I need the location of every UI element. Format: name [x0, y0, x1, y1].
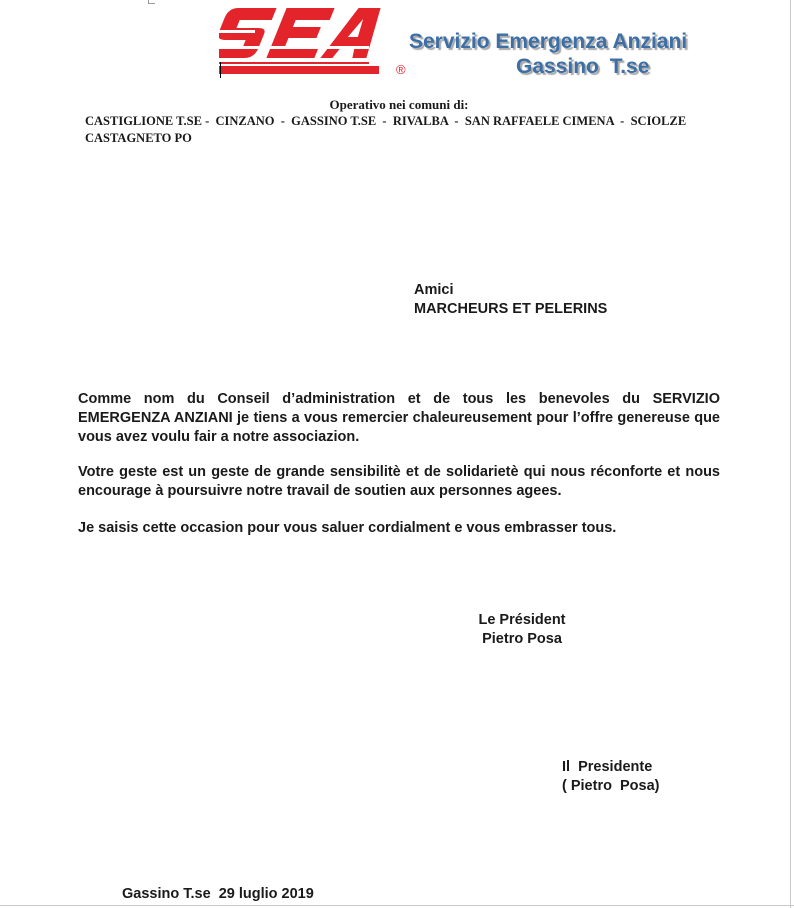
signature-italian-title: Il Presidente: [562, 759, 653, 775]
addressee-block: [414, 281, 607, 319]
signature-french-name: Pietro Posa: [482, 631, 562, 647]
body-paragraph-3: Je saisis cette occasion pour vous saluer cordialment e vous embrasser tous.: [78, 520, 617, 536]
place-date-line: Gassino T.se 29 luglio 2019: [122, 886, 314, 902]
signature-italian: [562, 758, 660, 796]
body-paragraph-1: Comme nom du Conseil d’administration et de tous les benevoles du SERVIZIO EMERGENZA ANZIANI je tiens a vous remercier chaleureusement pour l’offre genereuse que vous avez voulu fair a notre associazion.: [78, 391, 720, 445]
comuni-list-line1: CASTIGLIONE T.SE - CINZANO - GASSINO T.SE - RIVALBA - SAN RAFFAELE CIMENA - SCIOLZE: [85, 114, 687, 128]
organization-name: Servizio Emergenza Anziani: [409, 30, 688, 53]
signature-french-title: Le Président: [478, 612, 566, 628]
page-edge-bottom: [0, 905, 794, 906]
signature-french: [473, 611, 571, 649]
addressee-line2: MARCHEURS ET PELERINS: [414, 301, 608, 317]
comuni-list-line2: CASTAGNETO PO: [85, 131, 192, 145]
addressee-line1: Amici: [414, 282, 454, 298]
signature-italian-name: ( Pietro Posa): [562, 778, 660, 794]
page-corner-mark: [148, 0, 155, 4]
text-cursor: [220, 62, 221, 78]
sea-logo: [219, 2, 395, 78]
operativo-heading: Operativo nei comuni di:: [329, 97, 469, 112]
registered-mark: ®: [396, 62, 406, 77]
body-paragraph-2: Votre geste est un geste de grande sensibilitè et de solidarietè qui nous réconforte et nous encourage à poursuivre notre travail de soutien aux personnes agees.: [78, 464, 720, 499]
organization-town: Gassino T.se: [516, 55, 650, 78]
page-edge-right: [790, 0, 791, 908]
